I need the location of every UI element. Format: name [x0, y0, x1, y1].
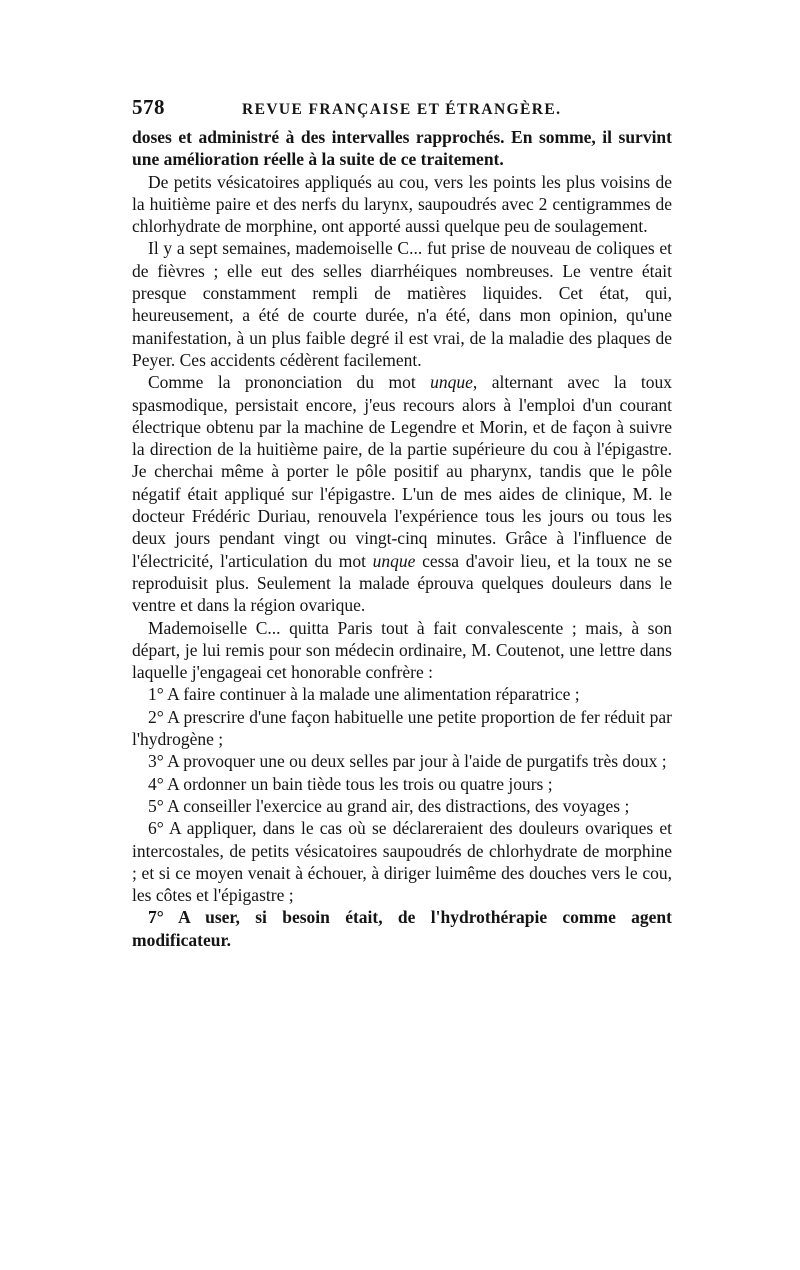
paragraph-coliques: Il y a sept semaines, mademoiselle C... fut prise de nouveau de coliques et de fièvres ; elle eut des selles diarrhéiques nombreuses. Le ventre était presque constamment rempli de matières liquides. Cet état, qui, heureusement, a été de courte durée, n'a été, dans mon opinion, qu'une manifestation, à un plus faible degré il est vrai, de la maladie des plaques de Peyer. Ces accidents cédèrent facilement. — [132, 238, 672, 370]
paragraph-vesicatoires: De petits vésicatoires appliqués au cou, vers les points les plus voisins de la huitième paire et des nerfs du larynx, saupoudrés avec 2 centigrammes de chlorhydrate de morphine, ont apporté aussi quelque peu de soulagement. — [132, 171, 672, 237]
paragraph-convalescente: Mademoiselle C... quitta Paris tout à fait convalescente ; mais, à son départ, je lui remis pour son médecin ordinaire, M. Coutenot, une lettre dans laquelle j'engageai cet honorable confrère : — [132, 617, 672, 683]
list-item: 2° A prescrire d'une façon habituelle une petite proportion de fer réduit par l'hydrogène ; — [132, 706, 672, 750]
running-head — [132, 96, 672, 126]
list-item: 3° A provoquer une ou deux selles par jour à l'aide de purgatifs très doux ; — [148, 751, 667, 772]
paragraph-electricite-text-2: , alternant avec la toux spasmodique, persistait encore, j'eus recours alors à l'emploi d'un courant électrique obtenu par la machine de Legendre et Morin, et de façon à suivre la direction de la huitième paire, de la partie supérieure du cou à l'épigastre. Je cherchai même à porter le pôle positif au pharynx, tandis que le pôle négatif était appliqué sur l'épigastre. L'un de mes aides de clinique, M. le docteur Frédéric Duriau, renouvela l'expérience tous les jours ou tous les deux jours pendant vingt ou vingt-cinq minutes. Grâce à l'influence de l'électricité, l'articulation du mot — [132, 372, 673, 571]
paragraph-electricite-text-3: cessa d'avoir lieu, et la toux ne se reproduisit plus. Seulement la malade éprouva quelques douleurs dans le ventre et dans la région ovarique. — [132, 550, 673, 616]
list-item: 7° A user, si besoin était, de l'hydrothérapie comme agent modificateur. — [132, 907, 672, 950]
list-item: 4° A ordonner un bain tiède tous les trois ou quatre jours ; — [148, 773, 553, 794]
page-number: 578 — [132, 95, 165, 119]
paragraph-electricite — [132, 371, 672, 616]
paragraph-electricite-text-1: Comme la prononciation du mot — [148, 372, 431, 393]
word-unque: unque — [372, 550, 416, 571]
list-item: 5° A conseiller l'exercice au grand air, des distractions, des voyages ; — [148, 795, 630, 816]
list-item: 6° A appliquer, dans le cas où se déclareraient des douleurs ovariques et intercostales, de petits vésicatoires saupoudrés de chlorhydrate de morphine ; et si ce moyen venait à échouer, à diriger luimême des douches vers le cou, les côtes et l'épigastre ; — [132, 818, 672, 906]
paragraph-continuation: doses et administré à des intervalles rapprochés. En somme, il survint une amélioration réelle à la suite de ce traitement. — [132, 127, 672, 170]
list-item: 1° A faire continuer à la malade une alimentation réparatrice ; — [148, 684, 580, 705]
journal-title: REVUE FRANÇAISE ET ÉTRANGÈRE. — [242, 101, 562, 118]
book-page — [132, 96, 672, 951]
word-unque: unque — [430, 372, 473, 393]
